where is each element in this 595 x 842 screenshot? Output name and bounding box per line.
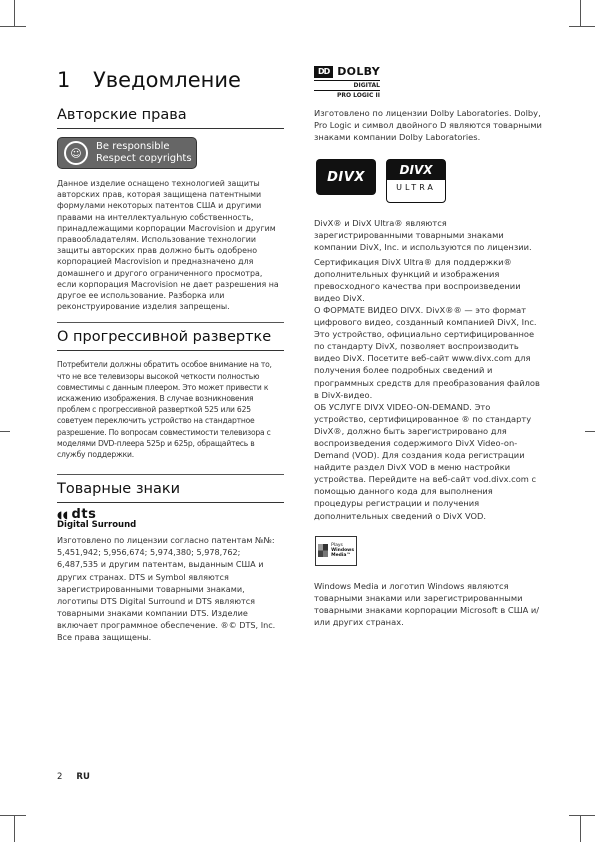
section-rule: [57, 502, 284, 503]
page-number: 2: [57, 772, 63, 782]
language-code: RU: [76, 772, 90, 782]
section-rule: [57, 322, 284, 323]
divx-ultra-top: DIVX: [387, 160, 445, 180]
dolby-logo: [314, 65, 380, 99]
winlogo-line2: Windows: [331, 548, 354, 554]
section-rule: [57, 350, 284, 351]
divx-logo: DIVX: [316, 159, 376, 195]
divx-ultra-logo: [386, 159, 446, 203]
dolby-word: DOLBY: [337, 65, 380, 78]
winlogo-line1: Plays: [331, 543, 343, 549]
section-rule: [57, 474, 284, 475]
section-title-copyright: Авторские права: [57, 107, 187, 123]
chapter-heading: [57, 68, 241, 92]
chapter-number: 1: [57, 68, 71, 92]
badge-line1: Be responsible: [96, 141, 170, 152]
winlogo-line3: Media™: [331, 553, 351, 559]
divx-p2: Сертификация DivX Ultra® для поддержки® дополнительных функций и изображения превосходного качества при воспроизведении видео DivX.: [314, 256, 521, 303]
crop-mark: [585, 431, 595, 432]
crop-mark: [0, 26, 26, 27]
dolby-double-d-icon: DD: [314, 66, 333, 78]
smiley-icon: ☺: [64, 141, 88, 165]
section-title-progressive: О прогрессивной развертке: [57, 329, 272, 346]
crop-mark: [14, 0, 15, 26]
dolby-prologic: PRO LOGIC II: [314, 90, 380, 99]
dts-logo: [57, 507, 284, 530]
crop-mark: [569, 26, 595, 27]
left-column: [57, 107, 284, 643]
right-column: [314, 65, 542, 628]
chapter-title: Уведомление: [93, 68, 241, 92]
crop-mark: [580, 0, 581, 26]
divx-p3: О ФОРМАТЕ ВИДЕО DIVX. DivX®® — это формат цифрового видео, созданный компанией DivX, Inc. Это устройство, официально сертифицированное по стандарту DivX, позволяет воспроизводить видео DivX. Посетите веб-сайт www.divx.com для получения более подробных сведений и программных средств для преобразования файлов в DivX-видео.: [314, 304, 540, 400]
dts-logo-bottom: Digital Surround: [57, 520, 137, 531]
crop-mark: [580, 815, 581, 842]
respect-copyrights-badge: [57, 137, 197, 169]
copyright-body: Данное изделие оснащено технологией защиты авторских прав, которая защищена патентными формулами некоторых патентов США и другими правами на интеллектуальную собственность, принадлежащими корпорации Macrovision и другим правообладателям. Использование технологии защиты авторских прав должно быть одобрено корпорацией Macrovision и предназначено для домашнего и другого ограниченного просмотра, если корпорация Macrovision не дает разрешения на другое ее использование. Разборка или реконструирование изделия запрещены.: [57, 179, 279, 312]
crop-mark: [569, 815, 595, 816]
divx-ultra-bottom: ULTRA: [396, 183, 436, 193]
crop-mark: [14, 815, 15, 842]
section-rule: [57, 128, 284, 129]
dts-body: Изготовлено по лицензии согласно патентам №№: 5,451,942; 5,956,674; 5,974,380; 5,978,762; 6,487,535 и другим патентам, выданным США и других странах. DTS и Symbol являются зарегистрированными товарными знаками, логотипы DTS Digital Surround и DTS являются товарными знаками компании DTS. Изделие включает программное обеспечение. ®© DTS, Inc. Все права защищены.: [57, 535, 276, 643]
crop-mark: [0, 815, 26, 816]
divx-logos: [316, 159, 542, 203]
badge-line2: Respect copyrights: [96, 153, 192, 164]
dolby-digital: DIGITAL: [314, 80, 380, 89]
windows-media-logo: [315, 536, 357, 566]
progressive-body: Потребители должны обратить особое внимание на то, что не все телевизоры высокой четкости полностью совместимы с данным плеером. Это может привести к искажению изображения. В случае возникновения проблем с прогрессивной разверткой 525 или 625 советуем переключить устройство на стандартное разрешение. По вопросам совместимости телевизора с моделями DVD-плеера 525p и 625p, обращайтесь в службу поддержки.: [57, 360, 272, 460]
dolby-body: Изготовлено по лицензии Dolby Laboratories. Dolby, Pro Logic и символ двойного D являются товарными знаками компании Dolby Laboratories.: [314, 108, 542, 143]
dts-logo-top: dts: [71, 507, 97, 523]
page-footer: [57, 772, 90, 782]
dts-wave-icon: ◖◖: [57, 510, 69, 522]
windows-body: Windows Media и логотип Windows являются товарными знаками или зарегистрированными товарными знаками корпорации Microsoft в США и/или других странах.: [314, 580, 540, 627]
crop-mark: [0, 431, 10, 432]
section-title-trademarks: Товарные знаки: [57, 481, 181, 498]
divx-p1: DivX® и DivX Ultra® являются зарегистрированными товарными знаками компании DivX, Inc. и используются по лицензии.: [314, 218, 532, 253]
windows-flag-icon: [318, 544, 328, 557]
divx-p4: ОБ УСЛУГЕ DIVX VIDEO-ON-DEMAND. Это устройство, сертифицированное ® по стандарту DivX®, должно быть зарегистрировано для воспроизведения содержимого DivX Video-on-Demand (VOD). Для создания кода регистрации найдите раздел DivX VOD в меню настройки устройства. Перейдите на веб-сайт vod.divx.com с помощью данного кода для выполнения процедуры регистрации и получения дополнительных сведений о DivX VOD.: [314, 401, 537, 521]
